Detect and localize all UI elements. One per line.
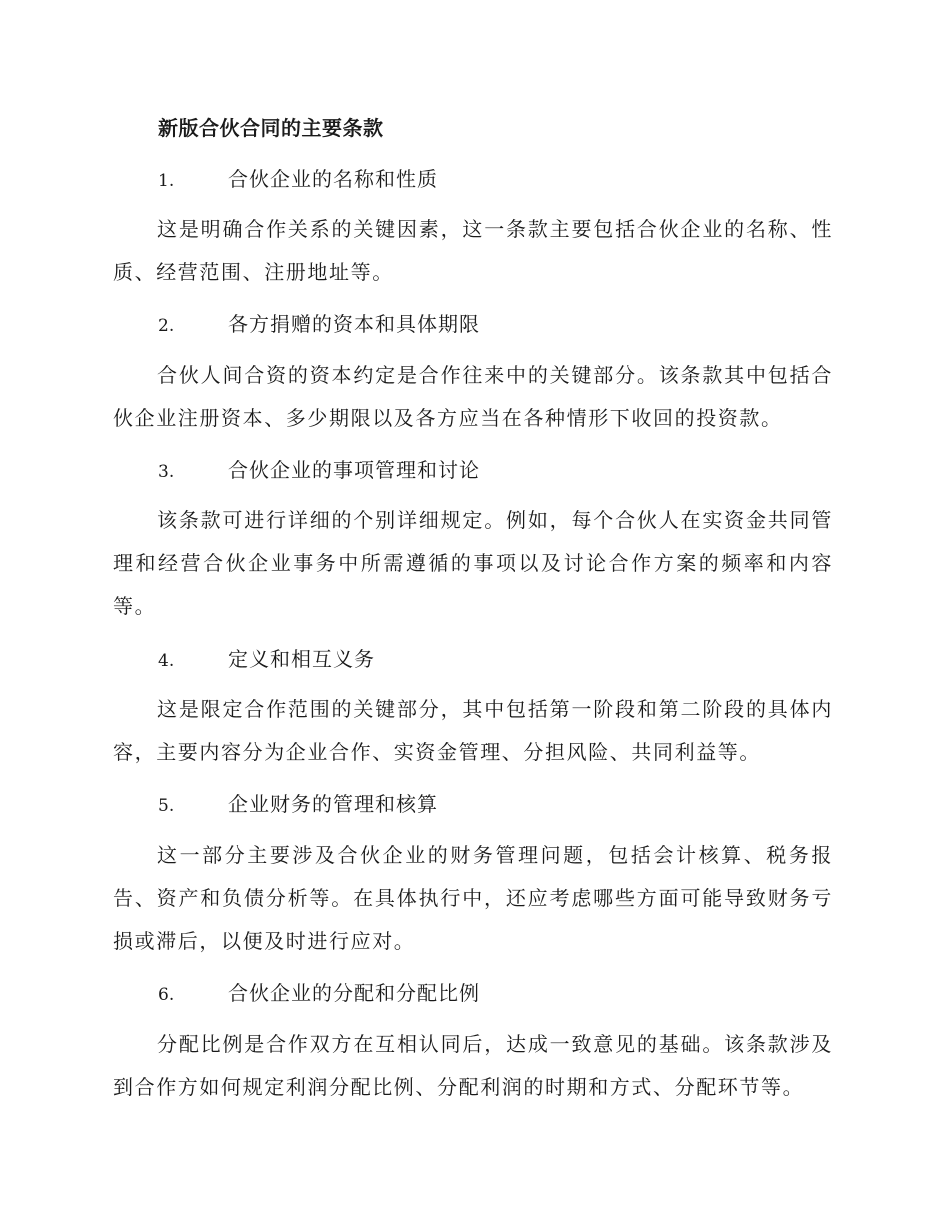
section-body-4: 这是限定合作范围的关键部分，其中包括第一阶段和第二阶段的具体内容，主要内容分为企业合作、实资金管理、分担风险、共同利益等。	[113, 697, 833, 764]
section-body-5: 这一部分主要涉及合伙企业的财务管理问题，包括会计核算、税务报告、资产和负债分析等。在具体执行中，还应考虑哪些方面可能导致财务亏损或滞后，以便及时进行应对。	[113, 843, 833, 953]
section-heading-text: 合伙企业的名称和性质	[228, 167, 438, 191]
section-heading-5	[158, 790, 438, 820]
section-number: 1.	[158, 171, 175, 191]
section-body-6: 分配比例是合作双方在互相认同后，达成一致意见的基础。该条款涉及到合作方如何规定利润分配比例、分配利润的时期和方式、分配环节等。	[113, 1032, 833, 1099]
document-title: 新版合伙合同的主要条款	[158, 116, 384, 140]
section-heading-3	[158, 456, 480, 486]
section-heading-2	[158, 310, 480, 340]
section-number: 3.	[158, 462, 175, 482]
section-body-2: 合伙人间合资的资本约定是合作往来中的关键部分。该条款其中包括合伙企业注册资本、多少期限以及各方应当在各种情形下收回的投资款。	[113, 363, 833, 430]
section-number: 6.	[158, 985, 175, 1005]
section-heading-text: 合伙企业的分配和分配比例	[228, 981, 480, 1005]
section-heading-1	[158, 165, 438, 195]
section-number: 2.	[158, 316, 175, 336]
section-number: 4.	[158, 651, 175, 671]
section-body-3: 该条款可进行详细的个别详细规定。例如，每个合伙人在实资金共同管理和经营合伙企业事务中所需遵循的事项以及讨论合作方案的频率和内容等。	[113, 508, 833, 618]
section-number: 5.	[158, 796, 175, 816]
section-heading-4	[158, 645, 375, 675]
section-body-1: 这是明确合作关系的关键因素，这一条款主要包括合伙企业的名称、性质、经营范围、注册地址等。	[113, 217, 833, 284]
section-heading-text: 企业财务的管理和核算	[228, 792, 438, 816]
section-heading-text: 定义和相互义务	[228, 647, 375, 671]
section-heading-6	[158, 979, 480, 1009]
section-heading-text: 合伙企业的事项管理和讨论	[228, 458, 480, 482]
section-heading-text: 各方捐赠的资本和具体期限	[228, 312, 480, 336]
